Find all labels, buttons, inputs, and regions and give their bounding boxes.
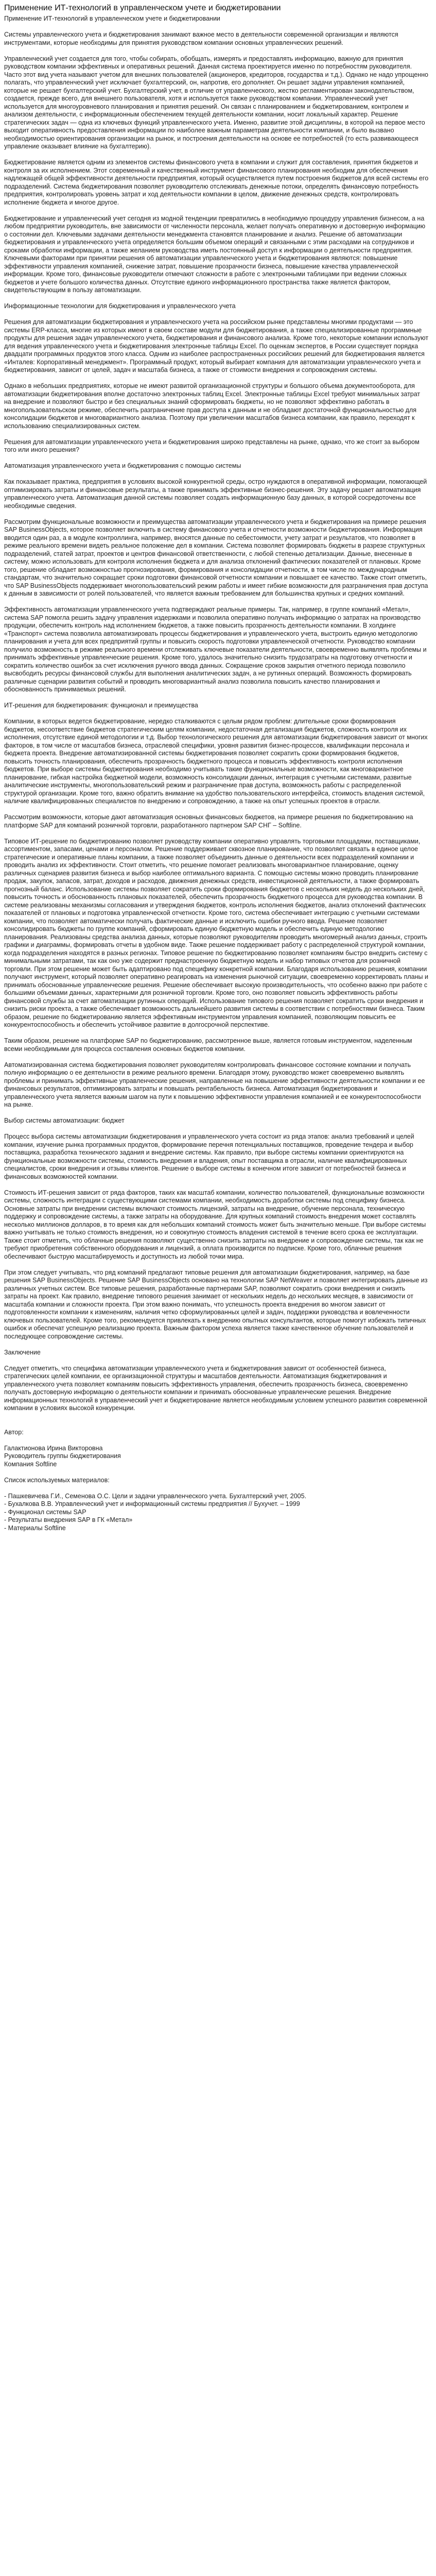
paragraph: Управленческий учет создается для того, чтобы собирать, обобщать, измерять и предоставлять информацию, важную для принятия руководством компании эффективных и оперативных решений. Данная система проектируется именно по потребностям руководителя. Часто этот вид учета называют учетом для внешних пользователей (акционеров, кредиторов, государства и т.д.). Однако не надо упрощенно полагать, что управленческий учет исключает бухгалтерский, он, напротив, его дополняет. Он решает задачи управления компанией, которые не решает бухгалтерский учет. Бухгалтерский учет, в отличие от управленческого, жестко регламентирован законодательством, создается, прежде всего, для внешнего пользователя, хотя и используется также руководством компании. Управленческий учет используется для многоуровневого планирования и принятия решений. Он связан с планированием и бюджетированием, контролем и анализом деятельности, с информационным обеспечением текущей деятельности компании, носит локальный характер. Решение стратегических задач — одна из ключевых функций управленческого учета. Именно, развитие этой дисциплины, в которой на первое место выходит оперативность предоставления информации по наиболее важным параметрам деятельности компании, и было вызвано необходимостью ориентирования организации на рынок, и построения деятельности на основе ее потребностей (то есть развивающееся управление оказывает влияние на бухгалтерию). <box>4 55 428 150</box>
paragraph: Рассмотрим возможности, которые дают автоматизация основных финансовых бюджетов, на примере решения по бюджетированию на платформе SAP для компаний розничной торговли, разработанного партнером SAP СНГ – Softline. <box>4 814 413 829</box>
paragraph: Бюджетирование является одним из элементов системы финансового учета в компании и служит для составления, принятия бюджетов и контроля за их исполнением. Этот современный и качественный инструмент финансового планирования необходим для обеспечения надлежащей общей эффективности деятельности предприятия, который осуществляется путем построения бюджетов для всей системы его подразделений. Система бюджетирования позволяет руководителю отслеживать денежные потоки, определять финансовую потребность предприятия, контролировать уровень затрат и ход деятельности компании в целом, движение денежных средств, контролировать исполнение бюджета и многое другое. <box>4 159 429 206</box>
reference-item: - Бухалкова В.В. Управленческий учет и информационный системы предприятия // Бухучет. – 1999 <box>4 1500 300 1507</box>
paragraph: Выбор системы автоматизации: бюджет <box>4 1117 125 1124</box>
paragraph: Таким образом, решение на платформе SAP по бюджетированию, рассмотренное выше, является готовым инструментом, наделенным всеми необходимыми для процесса составления основных бюджетов компании. <box>4 1037 412 1053</box>
paragraph: Как показывает практика, предприятия в условиях высокой конкурентной среды, остро нуждаются в оперативной информации, помогающей оптимизировать затраты и финансовые результаты, а также принимать эффективные бизнес-решения. Эту задачу решает автоматизация управленческого учета. Автоматизация данной системы позволяет создать информационную базу данных, в которой сосредоточены все необходимые сведения. <box>4 478 427 510</box>
paragraph: Следует отметить, что специфика автоматизации управленческого учета и бюджетирования зависит от особенностей бизнеса, стратегических целей компании, ее организационной структуры и масштабов деятельности. Автоматизация бюджетирования и управленческого учета позволяет компаниям повысить эффективность управления, обеспечить прозрачность бизнеса, своевременно получать достоверную информацию о деятельности компании и принимать обоснованные управленческие решения. Внедрение информационных технологий в управленческий учет и бюджетирование является необходимым условием успешного развития современной компании в условиях высокой конкуренции. <box>4 1364 427 1412</box>
paragraph: Эффективность автоматизации управленческого учета подтверждают реальные примеры. Так, например, в группе компаний «Метал», система SAP помогла решить задачу управления издержками и позволила оперативно получать информацию о затратах на производство продукции, обеспечить контроль над исполнением бюджетов, а также повысить прозрачность деятельности компании. В холдинге «Транспорт» система позволила автоматизировать процессы бюджетирования и управленческого учета, выстроить единую методологию планирования и учета для всех предприятий группы и повысить скорость подготовки управленческой отчетности. Руководство компании получило возможность в режиме реального времени отслеживать ключевые показатели деятельности, своевременно выявлять проблемы и принимать эффективные управленческие решения. Кроме того, удалось значительно снизить трудозатраты на подготовку отчетности и сократить количество ошибок за счет исключения ручного ввода данных. Сокращение сроков закрытия отчетного периода позволило высвободить ресурсы финансовой службы для выполнения аналитических задач, а не рутинных операций. Возможность формировать различные сценарии развития событий и проводить многовариантный анализ позволила повысить качество планирования и обоснованность принимаемых решений. <box>4 606 427 693</box>
paragraph: Рассмотрим функциональные возможности и преимущества автоматизации управленческого учета и бюджетирования на примере решения SAP BusinessObjects, которое позволяет включить в систему финансового учета и отчетности возможности бюджетирования. Информация вводится один раз, а в модуле контроллинга, например, вносятся данные по себестоимости, учету затрат и результатов, что позволяет в режиме реального времени видеть реальное положение дел в компании. Система позволяет формировать бюджеты в разрезе структурных подразделений, статей затрат, проектов и центров финансовой ответственности, с любой степенью детализации. Данные, внесенные в систему, можно использовать для контроля исполнения бюджета и для анализа отклонений фактических показателей от плановых. Кроме того, решение обладает возможностью прогнозирования, формирования и консолидации отчетности, в том числе по международным стандартам, что значительно сокращает сроки подготовки финансовой отчетности компании и повышает ее качество. Также стоит отметить, что SAP BusinessObjects поддерживает многопользовательский режим работы и имеет гибкие возможности для разграничения прав доступа к данным в зависимости от ролей пользователей, что является важным требованием для большинства крупных и средних компаний. <box>4 518 428 597</box>
paragraph: Бюджетирование и управленческий учет сегодня из модной тенденции превратились в необходимую процедуру управления бизнесом, а на любом предприятии руководитель, вне зависимости от численности персонала, желает получать оперативную и достоверную информацию о состоянии дел. Ключевыми задачами деятельности менеджмента становятся планирование и анализ. Решение об автоматизации бюджетирования и управленческого учета определяется большим объемом операций и связанными с этим расходами на сотрудников и сроками обработки информации, а также желанием руководства иметь постоянный доступ к информации о деятельности предприятия. Ключевыми факторами при принятии решения об автоматизации управленческого учета и бюджетирования являются: повышение эффективности управления компанией, снижение затрат, повышение прозрачности бизнеса, повышение качества управленческой информации. Кроме того, финансовые руководители отмечают сложности в работе с электронными таблицами при ведении сложных бюджетов и учете большого количества данных. Отсутствие единого информационного пространства также является фактором, свидетельствующим в пользу автоматизации. <box>4 214 426 294</box>
paragraph: Автоматизация управленческого учета и бюджетирования с помощью системы <box>4 462 241 469</box>
article-body <box>4 15 429 1413</box>
paragraph: Типовое ИТ-решение по бюджетированию позволяет руководству компании оперативно управлять торговыми площадями, поставщиками, ассортиментом, запасами, ценами и персоналом. Решение поддерживает сквозное планирование, что позволяет связать в единое целое стратегические и оперативные планы компании, а также позволяет объединить данные о деятельности всех подразделений компании и проводить анализ их эффективности. Стоит отметить, что решение помогает реализовать многовариантное планирование, оценку различных сценариев развития бизнеса и выбор наиболее оптимального варианта. С помощью системы можно проводить планирование продаж, закупок, запасов, затрат, доходов и расходов, движения денежных средств, инвестиционной деятельности, а также формировать прогнозный баланс. Использование системы позволяет сократить сроки формирования бюджетов с нескольких недель до нескольких дней, повысить точность и обоснованность плановых показателей, обеспечить прозрачность бюджетного процесса для руководства компании. В системе реализованы механизмы согласования и утверждения бюджетов, контроль исполнения бюджетов, анализ отклонений фактических показателей от плановых и подготовка управленческой отчетности. Кроме того, система обеспечивает интеграцию с учетными системами компании, что позволяет автоматически получать фактические данные и исключить ошибки ручного ввода. Решение позволяет консолидировать бюджеты по группе компаний, сформировать единую бюджетную модель и обеспечить единую методологию планирования. Реализованы средства анализа данных, которые позволяют руководителям проводить многомерный анализ данных, строить графики и диаграммы, формировать отчеты в удобном виде. Также решение поддерживает работу с распределенной структурой компании, когда подразделения находятся в разных регионах. Типовое решение по бюджетированию позволяет компаниям быстро внедрить систему с минимальными затратами, так как оно уже содержит преднастроенную бюджетную модель и набор типовых отчетов для розничной торговли. При этом решение может быть адаптировано под специфику конкретной компании. Благодаря использованию решения, компании получают инструмент, который позволяет оперативно реагировать на изменения рыночной ситуации, своевременно корректировать планы и принимать обоснованные управленческие решения. Решение обеспечивает высокую производительность, что особенно важно при работе с большими объемами данных, характерными для розничной торговли. Кроме того, оно позволяет повысить эффективность работы финансовой службы за счет автоматизации рутинных операций. Использование типового решения позволяет сократить сроки внедрения и снизить риски проекта, а также обеспечивает возможность дальнейшего развития системы в соответствии с потребностями бизнеса. Таким образом, решение по бюджетированию является эффективным инструментом управления компанией, позволяющим повысить ее конкурентоспособность и обеспечить устойчивое развитие в долгосрочной перспективе. <box>4 837 428 1028</box>
paragraph: Процесс выбора системы автоматизации бюджетирования и управленческого учета состоит из ряда этапов: анализ требований и целей компании, изучение рынка программных продуктов, формирование перечня потенциальных поставщиков, проведение тендера и выбор поставщика, разработка технического задания и внедрение системы. Как правило, при выборе системы компании ориентируются на функциональные возможности системы, стоимость внедрения и владения, опыт поставщика в отрасли, наличие квалифицированных специалистов, сроки внедрения и отзывы клиентов. Решение о выборе системы в конечном итоге зависит от потребностей бизнеса и финансовых возможностей компании. <box>4 1133 414 1180</box>
references-heading: Список используемых материалов: <box>4 1476 110 1484</box>
author-company: Компания Softline <box>4 1460 57 1468</box>
author-name: Галактионова Ирина Викторовна <box>4 1444 103 1452</box>
paragraph: Решения для автоматизации бюджетирования и управленческого учета на российском рынке представлены многими продуктами — это системы ERP-класса, многие из которых имеют в своем составе модули для бюджетирования, а также специализированные программные продукты для решения задач управленческого учета, бюджетирования и финансового анализа. Кроме того, некоторые компании используют для ведения управленческого учета и бюджетирования электронные таблицы Excel. По оценкам экспертов, в России существует порядка двадцати программных продуктов этого класса. Одним из наиболее распространенных российских решений для бюджетирования является «Инталев: Корпоративный менеджмент». Программный продукт, который выбирает компания для автоматизации управленческого учета и бюджетирования, зависит от целей, задач и масштаба бизнеса, а также от стоимости внедрения и сопровождения системы. <box>4 318 429 374</box>
paragraph: Применение ИТ-технологий в управленческом учете и бюджетировании <box>4 15 220 22</box>
paragraph: При этом следует учитывать, что ряд компаний предлагают типовые решения для автоматизации бюджетирования, например, на базе решения SAP BusinessObjects. Решение SAP BusinessObjects основано на технологии SAP NetWeaver и позволяет интегрировать данные из различных учетных систем. Все типовые решения, разработанные партнерами SAP, позволяют сократить сроки внедрения и снизить затраты на проект. Как правило, внедрение типового решения занимает от нескольких недель до нескольких месяцев, в зависимости от масштаба компании и сложности проекта. При этом важно понимать, что успешность проекта внедрения во многом зависит от подготовленности компании к изменениям, наличия четко сформулированных целей и задач, поддержки руководства и вовлеченности ключевых пользователей. Кроме того, рекомендуется привлекать к внедрению опытных консультантов, которые помогут избежать типичных ошибок и обеспечат успешную реализацию проекта. Важным фактором успеха является также качественное обучение пользователей и последующее сопровождение системы. <box>4 1268 428 1340</box>
reference-item: - Пашкевичева Г.И., Семенова О.С. Цели и задачи управленческого учета. Бухгалтерский учет, 2005. <box>4 1492 307 1500</box>
author-position: Руководитель группы бюджетирования <box>4 1452 121 1460</box>
paragraph: Информационные технологии для бюджетирования и управленческого учета <box>4 302 236 310</box>
paragraph: Заключение <box>4 1348 41 1356</box>
paragraph: Стоимость ИТ-решения зависит от ряда факторов, таких как масштаб компании, количество пользователей, функциональные возможности системы, сложность интеграции с существующими системами компании, необходимость доработки системы под специфику бизнеса. Основные затраты при внедрении системы включают стоимость лицензий, затраты на внедрение, обучение персонала, техническую поддержку и сопровождение системы, а также затраты на оборудование. Для крупных компаний стоимость внедрения может составлять несколько миллионов долларов, в то время как для небольших компаний стоимость может быть значительно меньше. При выборе системы важно учитывать не только стоимость внедрения, но и совокупную стоимость владения системой в течение всего срока ее эксплуатации. Также стоит отметить, что облачные решения позволяют существенно снизить затраты на внедрение и сопровождение системы, так как не требуют приобретения собственного оборудования и лицензий, а оплата производится по подписке. Кроме того, облачные решения обеспечивают быструю масштабируемость и доступность из любой точки мира. <box>4 1189 426 1260</box>
paragraph: Системы управленческого учета и бюджетирования занимают важное место в деятельности современной организации и являются инструментами, которые необходимы для принятия руководством компании основных управленческих решений. <box>4 31 398 46</box>
paragraph: Автоматизированная система бюджетирования позволяет руководителям контролировать финансовое состояние компании и получать полную информацию о ее деятельности в режиме реального времени. Благодаря этому, руководство может своевременно выявлять проблемы и принимать эффективные управленческие решения, направленные на повышение эффективности деятельности компании и ее финансовых результатов, оптимизировать затраты и повышать рентабельность бизнеса. Автоматизация бюджетирования и управленческого учета является важным шагом на пути к повышению эффективности управления компанией и ее конкурентоспособности на рынке. <box>4 1061 425 1108</box>
author-label: Автор: <box>4 1428 24 1436</box>
paragraph: ИТ-решения для бюджетирования: функционал и преимущества <box>4 702 198 709</box>
paragraph: Решения для автоматизации управленческого учета и бюджетирования широко представлены на рынке, однако, что же стоит за выбором того или иного решения? <box>4 438 420 453</box>
reference-item: - Функционал системы SAP <box>4 1508 86 1516</box>
reference-item: - Результаты внедрения SAP в ГК «Метал» <box>4 1516 133 1523</box>
author-signature <box>4 1429 429 1469</box>
references-list <box>4 1493 429 1533</box>
paragraph: Однако в небольших предприятиях, которые не имеют развитой организационной структуры и большого объема документооборота, для автоматизации бюджетирования вполне достаточно электронных таблиц Excel. Электронные таблицы Excel требуют минимальных затрат на внедрение и позволяют быстро и без специальных знаний сформировать бюджеты, но не позволяют эффективно работать в многопользовательском режиме, обеспечить разграничение прав доступа к данным и не обладают достаточной функциональностью для консолидации бюджетов и многовариантного анализа. Поэтому при увеличении масштабов бизнеса компании, как правило, переходят к использованию специализированных систем. <box>4 382 421 430</box>
page-title: Применение ИТ-технологий в управленческом учете и бюджетировании <box>4 4 281 12</box>
reference-item: - Материалы Softline <box>4 1524 66 1532</box>
paragraph: Компании, в которых ведется бюджетирование, нередко сталкиваются с целым рядом проблем: длительные сроки формирования бюджетов, несоответствие бюджетов стратегическим целям компании, недостаточная детализация бюджетов, сложность контроля их исполнения, отсутствие единой методологии и т.д. Выбор технологического решения для автоматизации бюджетирования зависит от многих факторов, в том числе от масштабов бизнеса, отраслевой специфики, уровня развития бизнес-процессов, квалификации персонала и бюджета проекта. Внедрение автоматизированной системы бюджетирования позволяет сократить сроки формирования бюджетов, повысить точность планирования, обеспечить прозрачность бюджетного процесса и повысить эффективность контроля исполнения бюджетов. При выборе системы бюджетирования необходимо учитывать такие функциональные возможности, как многовариантное планирование, гибкая настройка бюджетной модели, возможность консолидации данных, интеграция с учетными системами, развитые аналитические инструменты, многопользовательский режим и разграничение прав доступа, возможность работы с распределенной структурой организации. Кроме того, важно обратить внимание на удобство пользовательского интерфейса, стоимость владения системой, наличие квалифицированных специалистов по внедрению и сопровождению, а также на опыт успешных проектов в отрасли. <box>4 718 428 805</box>
